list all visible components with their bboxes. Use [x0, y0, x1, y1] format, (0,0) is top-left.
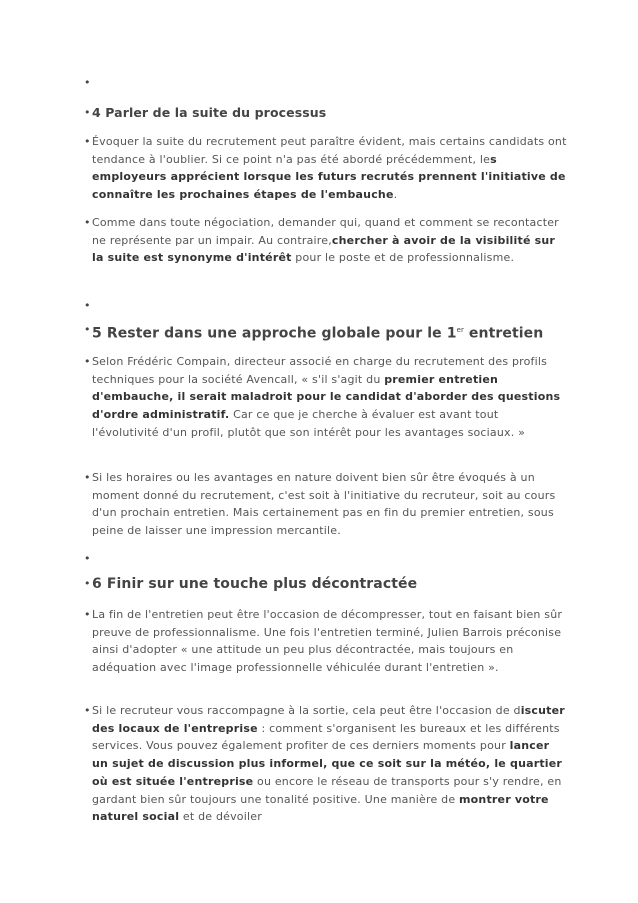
- list-item: [84, 469, 568, 540]
- bullet-icon: •: [84, 216, 91, 229]
- bullet-icon: •: [84, 323, 91, 336]
- bullet-icon: •: [84, 608, 91, 621]
- list-item: [84, 321, 568, 343]
- bullet-icon: •: [84, 76, 91, 89]
- bullet-icon: •: [84, 135, 91, 148]
- list-item: [84, 214, 568, 267]
- list-item: [84, 74, 568, 92]
- section-heading-6: 6 Finir sur une touche plus décontractée: [92, 576, 418, 592]
- list-item: [84, 702, 568, 826]
- empty-line: [92, 74, 568, 92]
- paragraph: Si les horaires ou les avantages en nature doivent bien sûr être évoqués à un moment donné du recrutement, c'est soit à l'initiative du recruteur, soit au cours d'un prochain entretien. Mais certainement pas en fin du premier entretien, sous peine de laisser une impression mercantile.: [92, 471, 556, 538]
- bullet-icon: •: [84, 577, 91, 590]
- bullet-icon: •: [84, 471, 91, 484]
- bullet-icon: •: [84, 299, 91, 312]
- list-item: [84, 575, 568, 593]
- empty-line: [92, 550, 568, 568]
- list-item: [84, 353, 568, 442]
- paragraph: Si le recruteur vous raccompagne à la sortie, cela peut être l'occasion de discuter des locaux de l'entreprise : comment s'organisent les bureaux et les différents services. Vous pouvez également profiter de ces derniers moments pour lancer un sujet de discussion plus informel, que ce soit sur la météo, le quartier où est située l'entreprise ou encore le réseau de transports pour s'y rendre, en gardant bien sûr toujours une tonalité positive. Une manière de montrer votre naturel social et de dévoiler: [92, 704, 565, 824]
- list-item: [84, 133, 568, 204]
- bullet-icon: •: [84, 106, 91, 119]
- paragraph: La fin de l'entretien peut être l'occasion de décompresser, tout en faisant bien sûr preuve de professionnalisme. Une fois l'entretien terminé, Julien Barrois préconise ainsi d'adopter « une attitude un peu plus décontractée, mais toujours en adéquation avec l'image professionnelle véhiculée durant l'entretien ».: [92, 608, 563, 675]
- section-heading-5: 5 Rester dans une approche globale pour le 1er entretien: [92, 325, 544, 342]
- bullet-icon: •: [84, 355, 91, 368]
- list-item: [84, 104, 568, 122]
- list-item: [84, 606, 568, 677]
- bullet-icon: •: [84, 704, 91, 717]
- paragraph: Comme dans toute négociation, demander qui, quand et comment se recontacter ne représente par un impair. Au contraire,chercher à avoir de la visibilité sur la suite est synonyme d'intérêt pour le poste et de professionnalisme.: [92, 216, 559, 265]
- list-item: [84, 550, 568, 568]
- list-item: [84, 297, 568, 315]
- paragraph: Évoquer la suite du recrutement peut paraître évident, mais certains candidats ont tendance à l'oublier. Si ce point n'a pas été abordé précédemment, les employeurs apprécient lorsque les futurs recrutés prennent l'initiative de connaître les prochaines étapes de l'embauche.: [92, 135, 567, 202]
- section-heading-4: 4 Parler de la suite du processus: [92, 105, 327, 120]
- bullet-icon: •: [84, 552, 91, 565]
- paragraph: Selon Frédéric Compain, directeur associé en charge du recrutement des profils techniques pour la société Avencall, « s'il s'agit du premier entretien d'embauche, il serait maladroit pour le candidat d'aborder des questions d'ordre administratif. Car ce que je cherche à évaluer est avant tout l'évolutivité d'un profil, plutôt que son intérêt pour les avantages sociaux. »: [92, 355, 561, 439]
- empty-line: [92, 297, 568, 315]
